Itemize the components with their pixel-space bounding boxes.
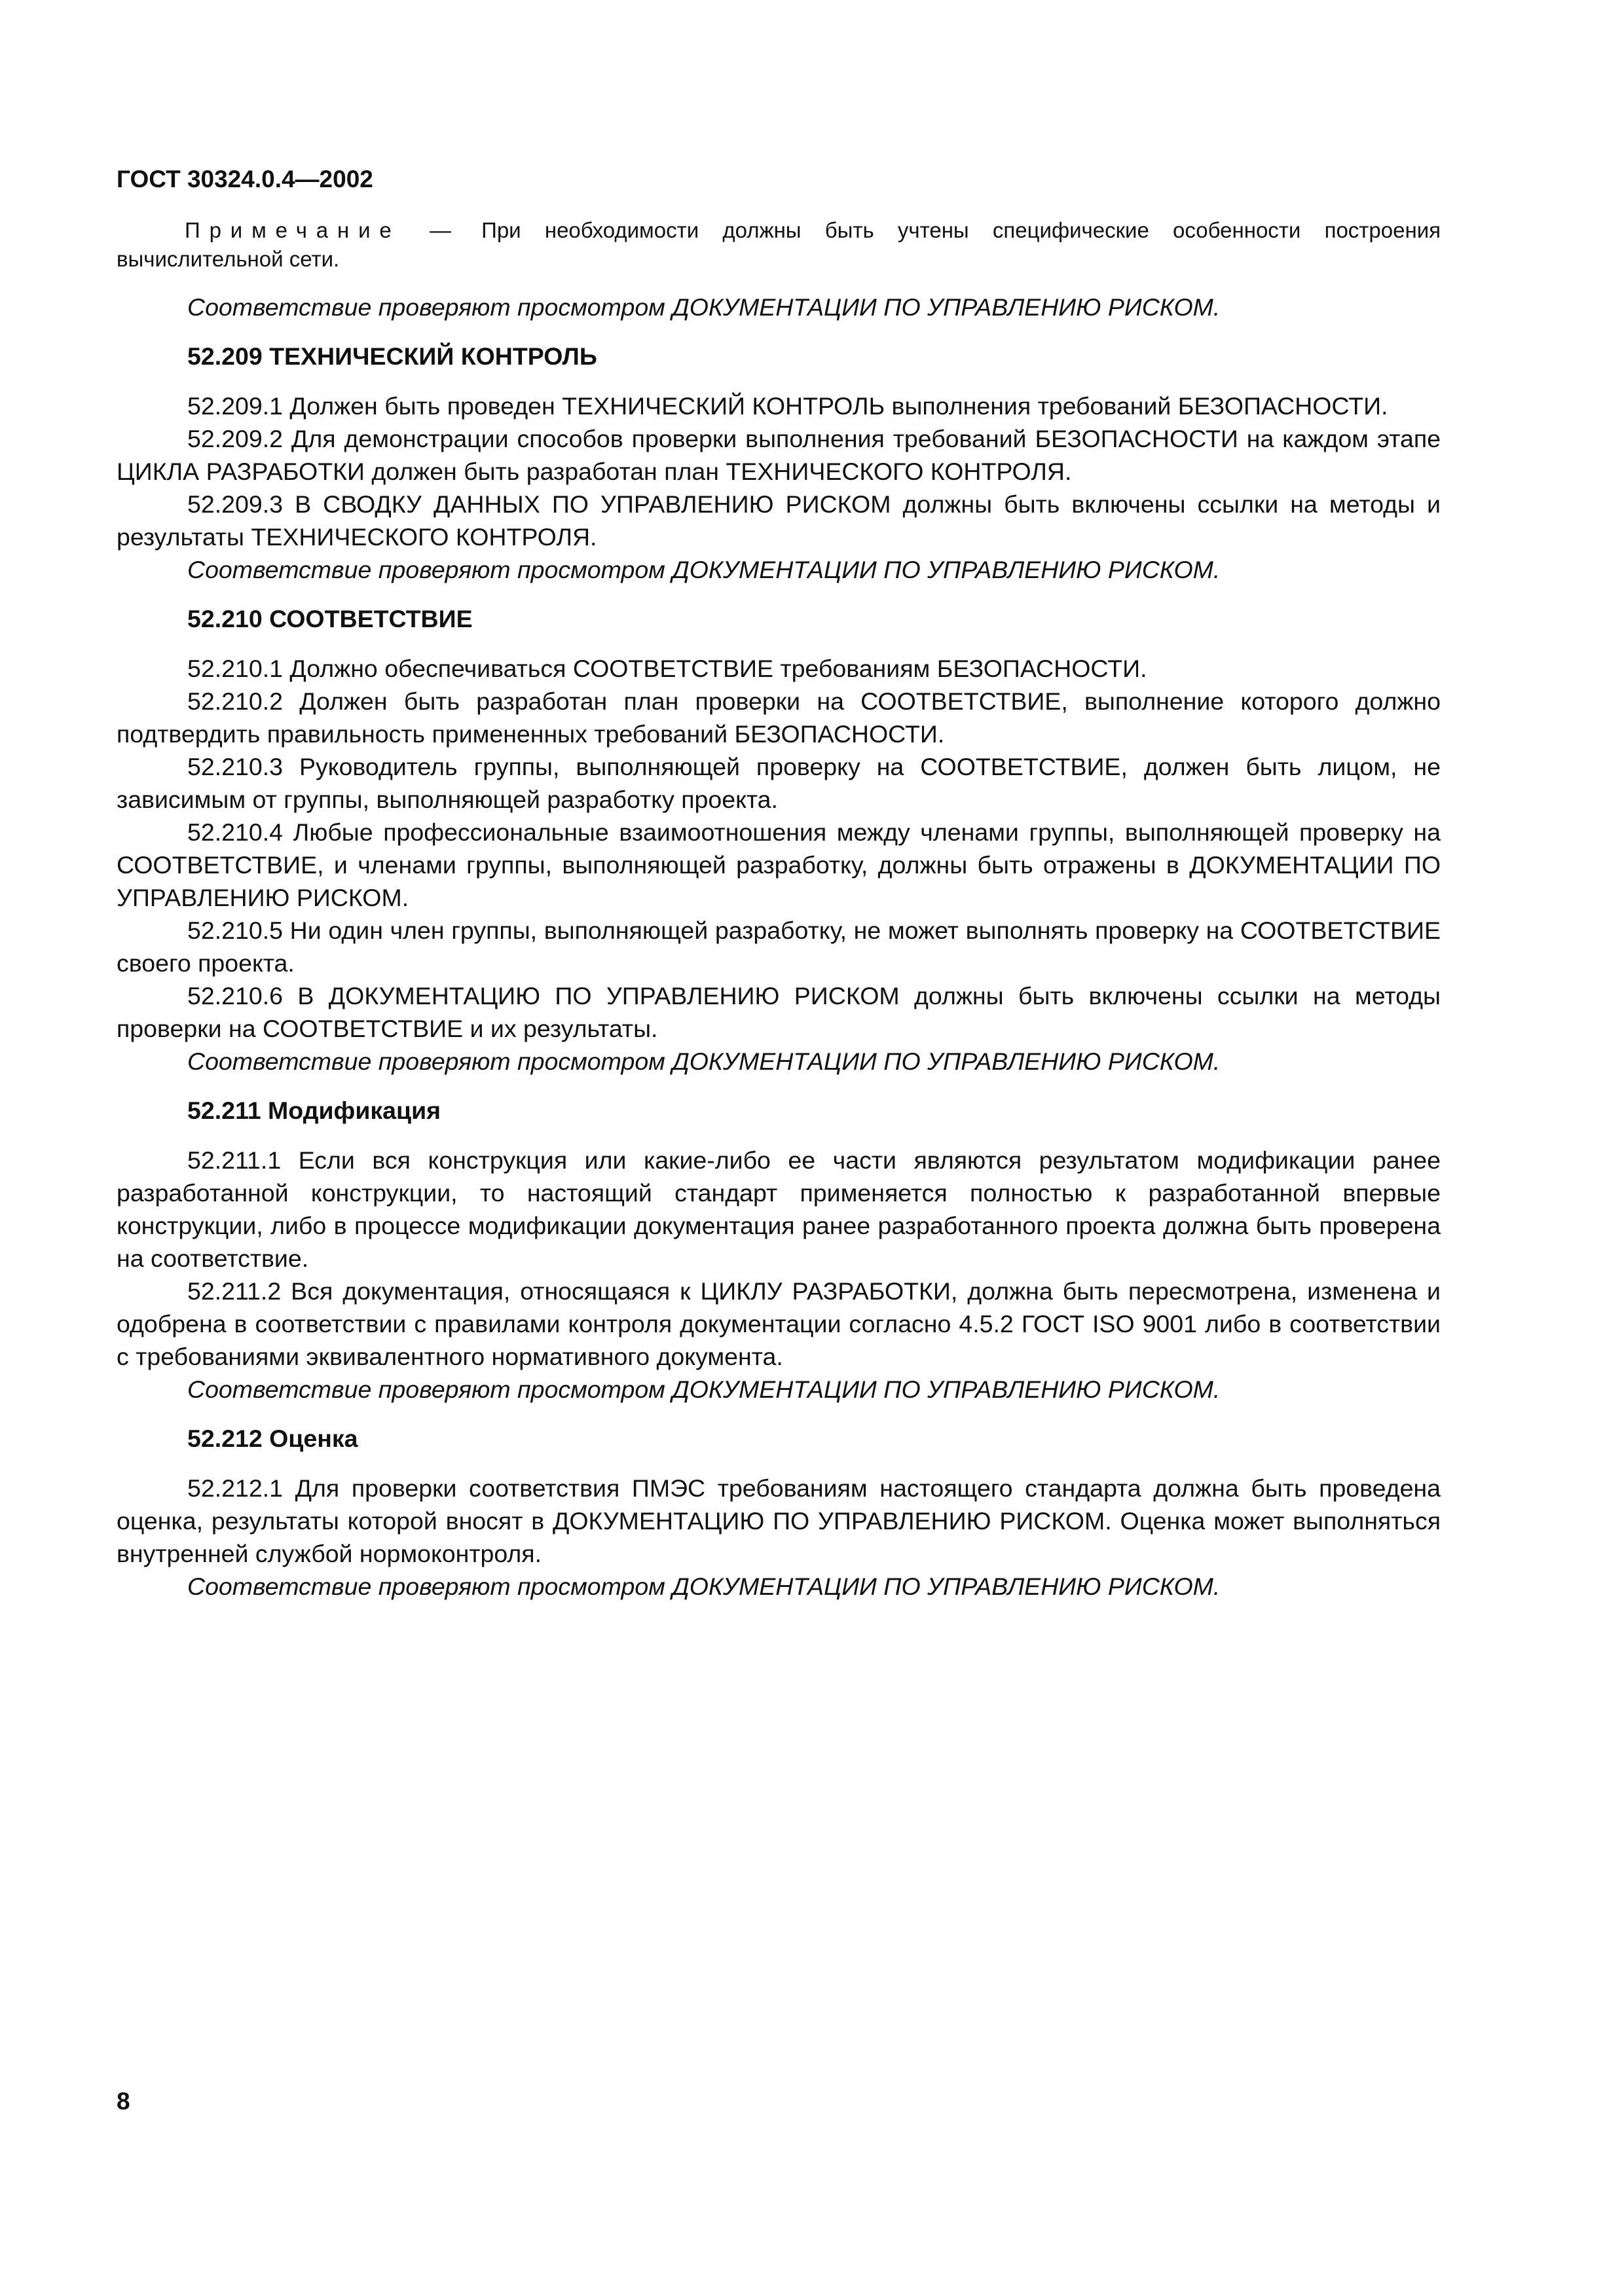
clause-paragraph: 52.210.6 В ДОКУМЕНТАЦИЮ ПО УПРАВЛЕНИЮ РИСКОМ должны быть включены ссылки на методы проверки на СООТВЕТСТВИЕ и их результаты. <box>117 982 1441 1042</box>
clause-paragraph: 52.209.2 Для демонстрации способов проверки выполнения требований БЕЗОПАСНОСТИ на каждом этапе ЦИКЛА РАЗРАБОТКИ должен быть разработан план ТЕХНИЧЕСКОГО КОНТРОЛЯ. <box>117 425 1441 485</box>
clause-paragraph: 52.211.2 Вся документация, относящаяся к ЦИКЛУ РАЗРАБОТКИ, должна быть пересмотрена, изменена и одобрена в соответствии с правилами контроля документации согласно 4.5.2 ГОСТ ISO 9001 либо в соответствии с требованиями эквивалентного нормативного документа. <box>117 1277 1441 1370</box>
section-heading: 52.209 ТЕХНИЧЕСКИЙ КОНТРОЛЬ <box>187 342 597 370</box>
compliance-statement: Соответствие проверяют просмотром ДОКУМЕНТАЦИИ ПО УПРАВЛЕНИЮ РИСКОМ. <box>187 293 1221 321</box>
clause-paragraph: 52.210.1 Должно обеспечиваться СООТВЕТСТВИЕ требованиям БЕЗОПАСНОСТИ. <box>187 655 1147 682</box>
section-52-212 <box>117 1422 1441 1603</box>
clause-paragraph: 52.211.1 Если вся конструкция или какие-либо ее части являются результатом модификации ранее разработанной конструкции, то настоящий стандарт применяется полностью к разработанной впервые конструкции, либо в процессе модификации документация ранее разработанного проекта должна быть проверена на соответствие. <box>117 1146 1441 1272</box>
section-heading: 52.210 СООТВЕТСТВИЕ <box>187 605 473 632</box>
note-text: При необходимости должны быть учтены специфические особенности построения вычислительной сети. <box>117 218 1441 271</box>
clause-paragraph: 52.209.3 В СВОДКУ ДАННЫХ ПО УПРАВЛЕНИЮ РИСКОМ должны быть включены ссылки на методы и результаты ТЕХНИЧЕСКОГО КОНТРОЛЯ. <box>117 490 1441 551</box>
note <box>117 216 1441 274</box>
document-page <box>117 165 1441 1603</box>
section-52-211 <box>117 1094 1441 1406</box>
clause-paragraph: 52.210.2 Должен быть разработан план проверки на СООТВЕТСТВИЕ, выполнение которого должно подтвердить правильность примененных требований БЕЗОПАСНОСТИ. <box>117 687 1441 748</box>
clause-paragraph: 52.210.4 Любые профессиональные взаимоотношения между членами группы, выполняющей проверку на СООТВЕТСТВИЕ, и членами группы, выполняющей разработку, должны быть отражены в ДОКУМЕНТАЦИИ ПО УПРАВЛЕНИЮ РИСКОМ. <box>117 818 1441 911</box>
section-heading: 52.212 Оценка <box>187 1425 358 1452</box>
section-heading: 52.211 Модификация <box>187 1097 441 1124</box>
note-label: Примечание <box>185 218 401 242</box>
clause-paragraph: 52.210.5 Ни один член группы, выполняющей разработку, не может выполнять проверку на СООТВЕТСТВИЕ своего проекта. <box>117 917 1441 977</box>
standard-designation: ГОСТ 30324.0.4—2002 <box>117 166 373 192</box>
compliance-statement: Соответствие проверяют просмотром ДОКУМЕНТАЦИИ ПО УПРАВЛЕНИЮ РИСКОМ. <box>187 1048 1221 1075</box>
clause-paragraph: 52.209.1 Должен быть проведен ТЕХНИЧЕСКИЙ КОНТРОЛЬ выполнения требований БЕЗОПАСНОСТИ. <box>187 392 1388 420</box>
compliance-statement: Соответствие проверяют просмотром ДОКУМЕНТАЦИИ ПО УПРАВЛЕНИЮ РИСКОМ. <box>187 1376 1221 1403</box>
compliance-statement: Соответствие проверяют просмотром ДОКУМЕНТАЦИИ ПО УПРАВЛЕНИЮ РИСКОМ. <box>187 556 1221 583</box>
section-52-210 <box>117 602 1441 1078</box>
page-number: 8 <box>117 2088 130 2115</box>
clause-paragraph: 52.212.1 Для проверки соответствия ПМЭС требованиям настоящего стандарта должна быть проведена оценка, результаты которой вносят в ДОКУМЕНТАЦИЮ ПО УПРАВЛЕНИЮ РИСКОМ. Оценка может выполняться внутренней службой нормоконтроля. <box>117 1474 1441 1567</box>
section-52-209 <box>117 340 1441 586</box>
note-dash: — <box>429 218 451 242</box>
clause-paragraph: 52.210.3 Руководитель группы, выполняющей проверку на СООТВЕТСТВИЕ, должен быть лицом, не зависимым от группы, выполняющей разработку проекта. <box>117 753 1441 813</box>
compliance-statement: Соответствие проверяют просмотром ДОКУМЕНТАЦИИ ПО УПРАВЛЕНИЮ РИСКОМ. <box>187 1573 1221 1600</box>
